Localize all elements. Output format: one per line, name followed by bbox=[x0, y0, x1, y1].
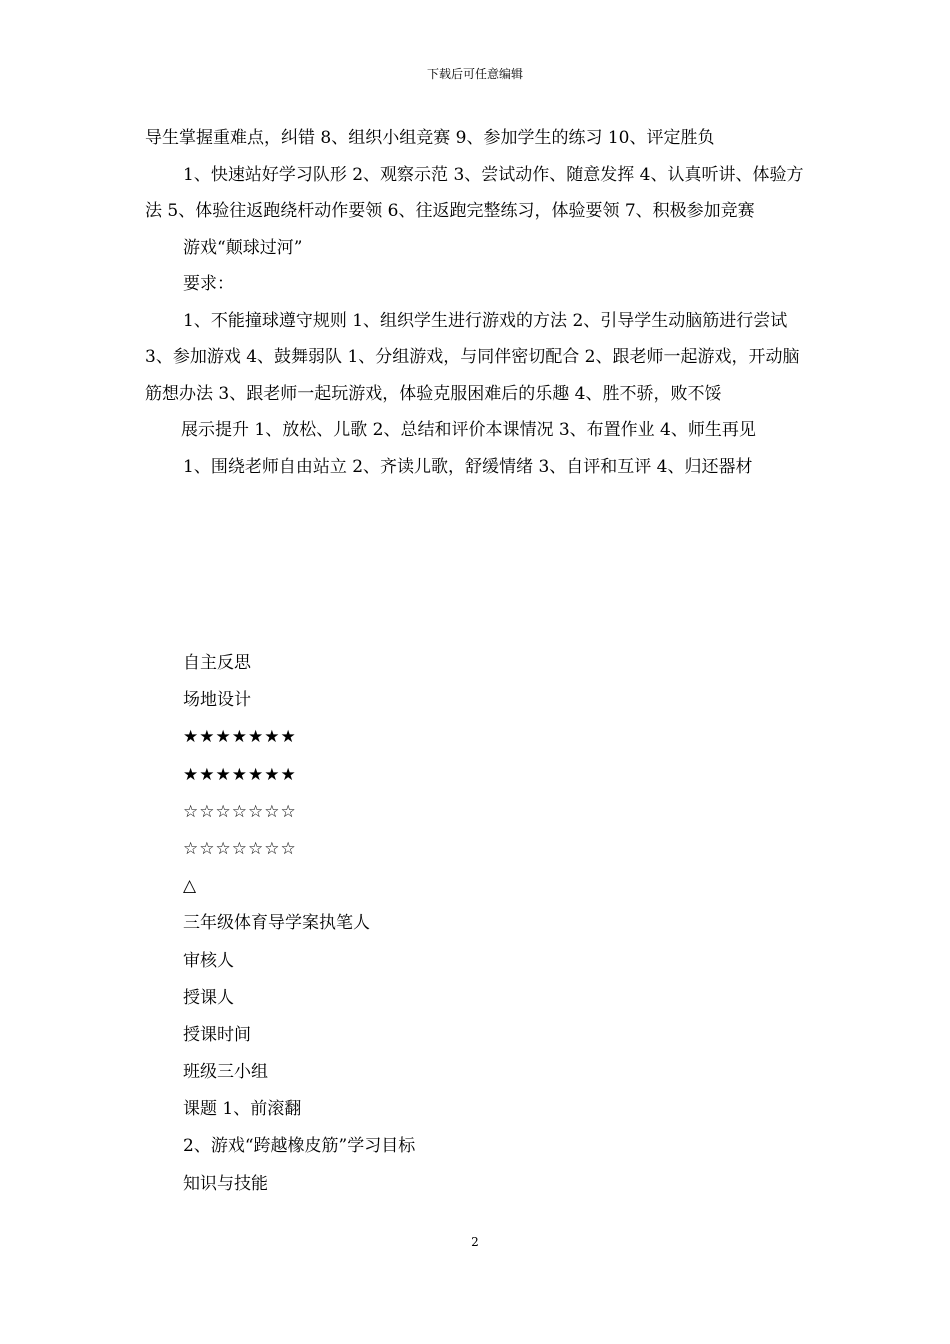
list-item: 审核人 bbox=[183, 950, 234, 971]
page-number: 2 bbox=[471, 1235, 479, 1249]
paragraph: 1、不能撞球遵守规则 1、组织学生进行游戏的方法 2、引导学生动脑筋进行尝试 3、参加游戏 4、鼓舞弱队 1、分组游戏，与同伴密切配合 2、跟老师一起游戏，开动脑筋想办法 3、跟老师一起玩游戏，体验克服困难后的乐趣 4、胜不骄，败不馁 bbox=[145, 310, 800, 404]
document-list bbox=[183, 645, 415, 1203]
filled-stars-row: ★★★★★★★ bbox=[183, 764, 297, 785]
list-item: 授课人 bbox=[183, 987, 234, 1008]
list-item: 课题 1、前滚翻 bbox=[183, 1099, 302, 1120]
triangle-symbol: △ bbox=[183, 876, 197, 897]
paragraph: 要求： bbox=[183, 274, 234, 294]
paragraph: 1、围绕老师自由站立 2、齐读儿歌，舒缓情绪 3、自评和互评 4、归还器材 bbox=[183, 456, 753, 477]
list-item: 班级三小组 bbox=[183, 1062, 268, 1083]
list-item: 自主反思 bbox=[183, 653, 251, 673]
list-item: 三年级体育导学案执笔人 bbox=[183, 913, 370, 934]
list-item: 2、游戏“跨越橡皮筋”学习目标 bbox=[183, 1136, 416, 1157]
paragraph: 展示提升 1、放松、儿歌 2、总结和评价本课情况 3、布置作业 4、师生再见 bbox=[181, 420, 756, 440]
list-item: 场地设计 bbox=[183, 690, 251, 711]
paragraph: 导生掌握重难点，纠错 8、组织小组竞赛 9、参加学生的练习 10、评定胜负 bbox=[145, 128, 715, 148]
hollow-stars-row: ☆☆☆☆☆☆☆ bbox=[183, 838, 297, 859]
list-item: 知识与技能 bbox=[183, 1173, 268, 1194]
paragraph: 游戏“颠球过河” bbox=[183, 237, 303, 258]
hollow-stars-row: ☆☆☆☆☆☆☆ bbox=[183, 801, 297, 822]
paragraph: 1、快速站好学习队形 2、观察示范 3、尝试动作、随意发挥 4、认真听讲、体验方法 5、体验往返跑绕杆动作要领 6、往返跑完整练习，体验要领 7、积极参加竞赛 bbox=[145, 164, 804, 221]
page-header: 下载后可任意编辑 bbox=[426, 67, 523, 81]
document-body bbox=[145, 120, 807, 485]
filled-stars-row: ★★★★★★★ bbox=[183, 727, 297, 748]
list-item: 授课时间 bbox=[183, 1024, 251, 1045]
